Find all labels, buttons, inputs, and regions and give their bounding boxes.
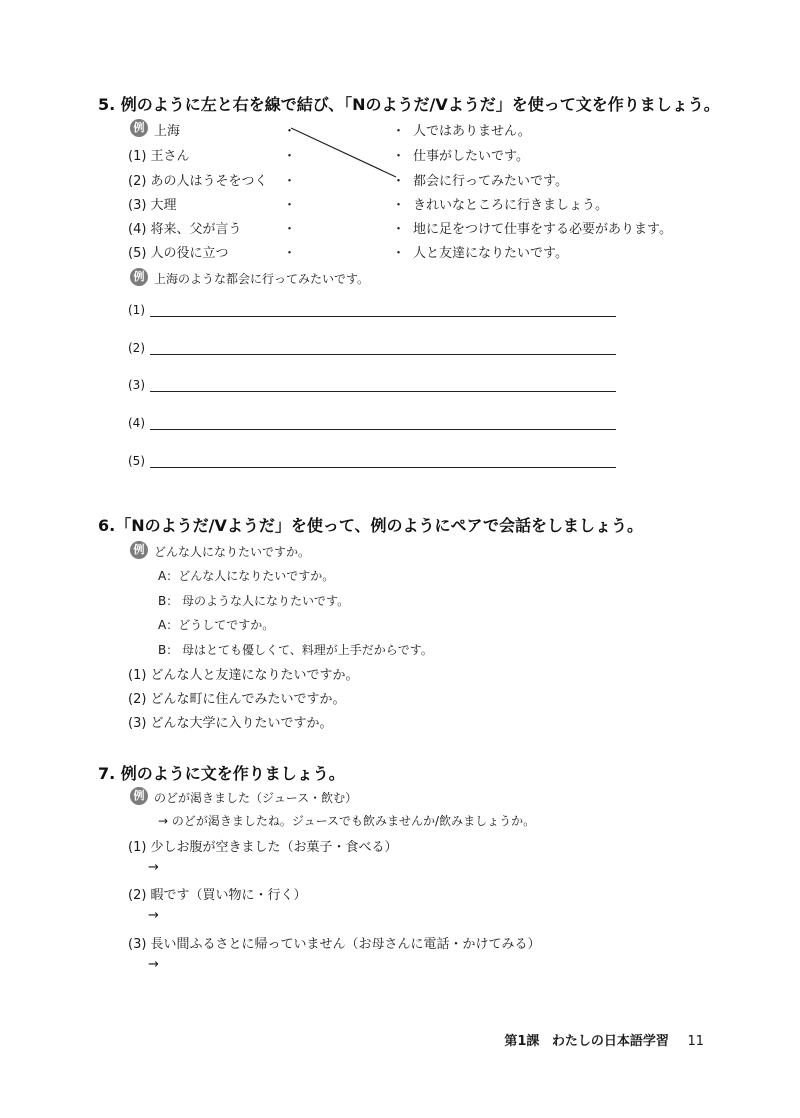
ex5-left-dot: ・	[283, 124, 297, 139]
dialogue-line: B： 母のような人になりたいです。	[158, 594, 350, 608]
ex5-right-item: 都会に行ってみたいです。	[413, 174, 568, 189]
footer-title: わたしの日本語学習	[551, 1034, 669, 1049]
ex7-example-answer: → のどが渇きましたね。ジュースでも飲みませんか/飲みましょうか。	[158, 814, 536, 828]
ex5-right-item: 地に足をつけて仕事をする必要があります。	[413, 222, 672, 237]
ex5-right-item: 人と友達になりたいです。	[413, 246, 568, 261]
ex5-right-item: きれいなところに行きましょう。	[413, 198, 609, 213]
ex5-right-item: 人ではありません。	[413, 124, 531, 139]
answer-line-label: (1)	[128, 303, 145, 317]
ex5-right-dot: ・	[392, 124, 406, 139]
ex7-answer-arrow: →	[148, 957, 159, 972]
ex7-answer-arrow: →	[148, 860, 159, 875]
ex7-example-badge: 例	[130, 787, 148, 805]
ex7-example-prompt: のどが渇きました（ジュース・飲む）	[154, 791, 358, 805]
page-number: 11	[687, 1034, 704, 1049]
ex5-heading: 5. 例のように左と右を線で結び、「Nのようだ/Vようだ」を使って文を作りましょう。	[98, 95, 720, 114]
answer-line[interactable]	[150, 429, 616, 430]
ex7-answer-arrow: →	[148, 908, 159, 923]
ex7-item: (3) 長い間ふるさとに帰っていません（お母さんに電話・かけてみる）	[128, 937, 541, 952]
footer-lesson: 第1課	[504, 1034, 540, 1049]
ex5-left-dot: ・	[283, 222, 297, 237]
answer-line[interactable]	[150, 354, 616, 355]
ex6-example-badge: 例	[130, 541, 148, 559]
ex5-right-dot: ・	[392, 246, 406, 261]
answer-line-label: (4)	[128, 416, 145, 430]
answer-line-label: (3)	[128, 378, 145, 392]
ex5-left-dot: ・	[283, 198, 297, 213]
ex6-question: (1) どんな人と友達になりたいですか。	[128, 668, 359, 683]
ex6-example-question: どんな人になりたいですか。	[154, 545, 311, 559]
ex7-item: (2) 暇です（買い物に・行く）	[128, 888, 307, 903]
dialogue-line: A：どうしてですか。	[158, 618, 275, 632]
ex5-left-dot: ・	[283, 174, 297, 189]
answer-line-label: (2)	[128, 341, 145, 355]
answer-line[interactable]	[150, 316, 616, 317]
ex5-left-item: (2) あの人はうそをつく	[128, 174, 268, 189]
ex7-item: (1) 少しお腹が空きました（お菓子・食べる）	[128, 840, 398, 855]
ex7-heading: 7. 例のように文を作りましょう。	[98, 764, 345, 783]
answer-line[interactable]	[150, 391, 616, 392]
ex5-right-dot: ・	[392, 149, 406, 164]
ex5-left-item: 上海	[154, 124, 181, 139]
ex5-right-dot: ・	[392, 198, 406, 213]
ex6-heading: 6.「Nのようだ/Vようだ」を使って、例のようにペアで会話をしましょう。	[98, 516, 643, 535]
ex5-example-sentence-badge: 例	[130, 268, 148, 286]
ex5-example-badge: 例	[130, 119, 148, 137]
answer-line-label: (5)	[128, 454, 145, 468]
ex5-right-dot: ・	[392, 174, 406, 189]
ex6-question: (3) どんな大学に入りたいですか。	[128, 716, 333, 731]
ex5-left-dot: ・	[283, 149, 297, 164]
footer	[504, 1030, 704, 1049]
dialogue-line: B： 母はとても優しくて、料理が上手だからです。	[158, 643, 433, 657]
ex5-left-dot: ・	[283, 246, 297, 261]
ex5-example-sentence: 上海のような都会に行ってみたいです。	[154, 272, 370, 286]
ex5-right-dot: ・	[392, 222, 406, 237]
ex5-left-item: (1) 王さん	[128, 149, 190, 164]
ex5-right-item: 仕事がしたいです。	[413, 149, 529, 164]
ex5-left-item: (4) 将来、父が言う	[128, 222, 242, 237]
ex5-left-item: (5) 人の役に立つ	[128, 246, 229, 261]
ex6-question: (2) どんな町に住んでみたいですか。	[128, 692, 346, 707]
ex5-left-item: (3) 大理	[128, 198, 177, 213]
answer-line[interactable]	[150, 467, 616, 468]
dialogue-line: A：どんな人になりたいですか。	[158, 569, 335, 583]
